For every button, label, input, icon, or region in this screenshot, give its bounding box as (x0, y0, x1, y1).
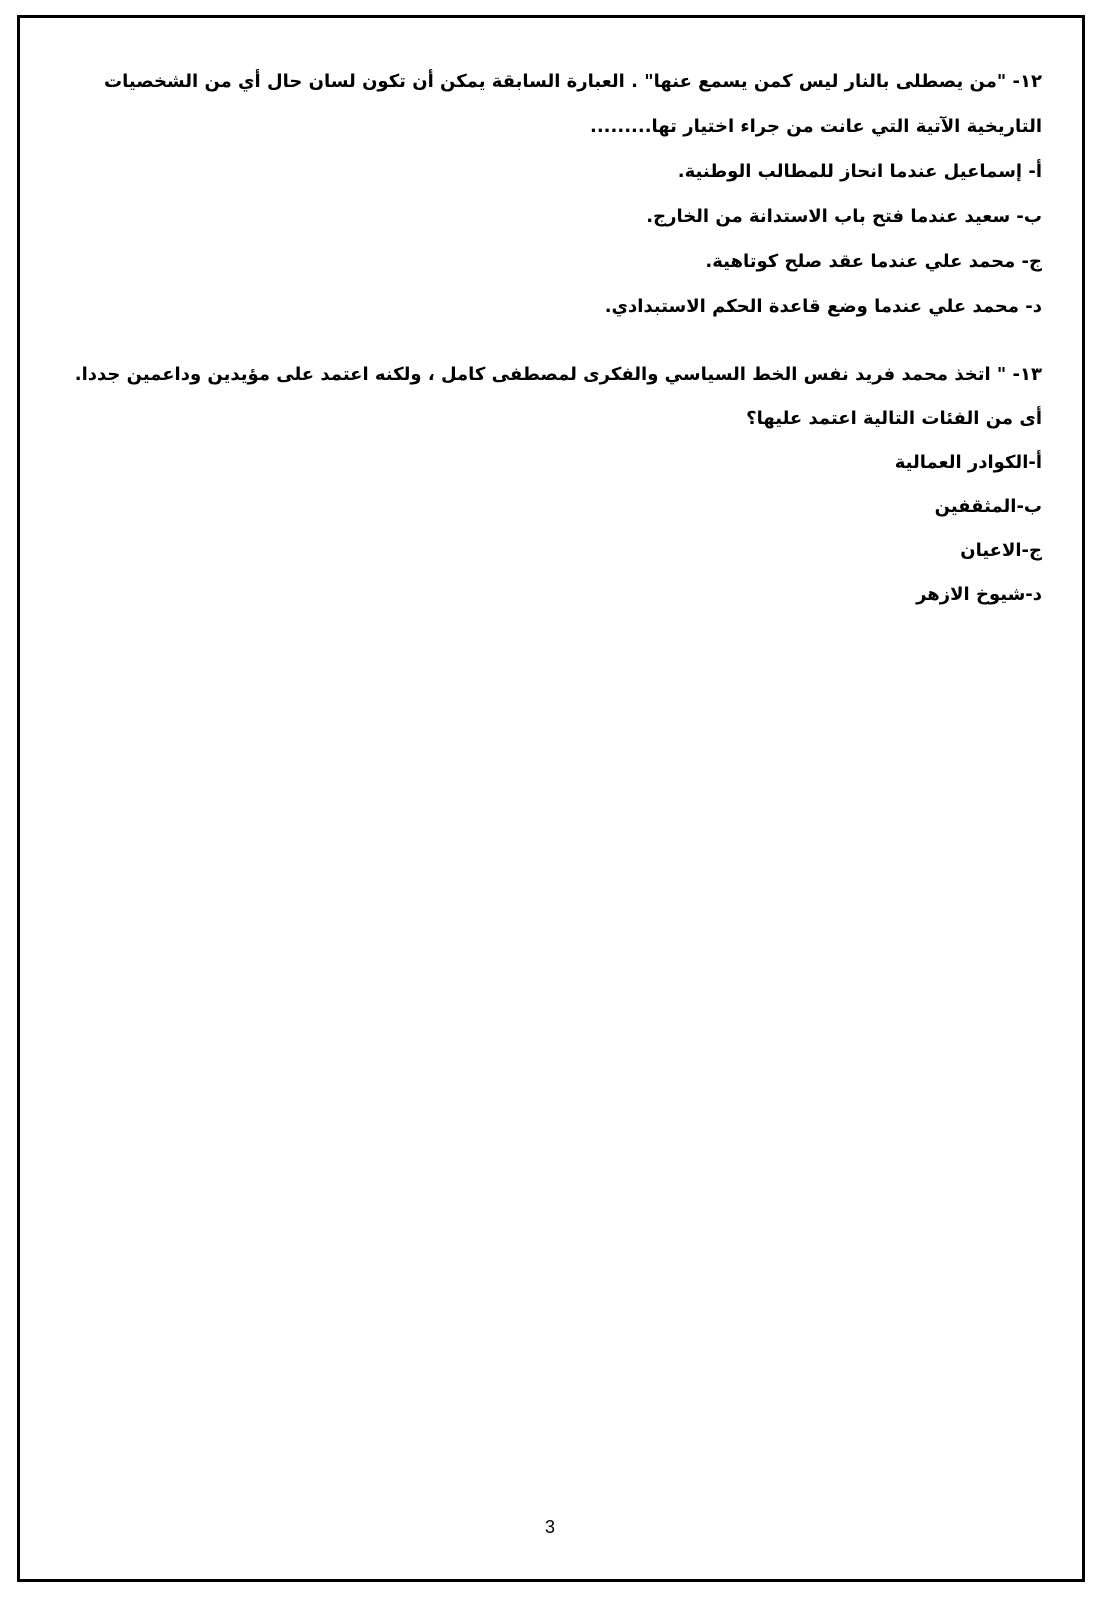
question-12-line-1: ١٢- "من يصطلى بالنار ليس كمن يسمع عنها" . العبارة السابقة يمكن أن تكون لسان حال أي من الشخصيات (104, 71, 1042, 92)
question-12-option-d: د- محمد علي عندما وضع قاعدة الحكم الاستبدادي. (604, 296, 1042, 317)
question-13-line-1: ١٣- " اتخذ محمد فريد نفس الخط السياسي والفكرى لمصطفى كامل ، ولكنه اعتمد على مؤيدين وداعمين جددا. (74, 364, 1042, 385)
question-13 (72, 363, 1042, 607)
question-13-option-c: ج-الاعيان (960, 540, 1042, 561)
question-12-line-2: التاريخية الآتية التي عانت من جراء اختيار تها......... (590, 116, 1042, 137)
question-12 (72, 70, 1042, 319)
question-13-line-2: أى من الفئات التالية اعتمد عليها؟ (746, 408, 1042, 429)
document-content (72, 70, 1042, 627)
question-13-option-d: د-شيوخ الازهر (916, 584, 1042, 605)
question-13-option-b: ب-المثقفين (934, 496, 1042, 517)
question-12-option-c: ج- محمد علي عندما عقد صلح كوتاهية. (705, 251, 1042, 272)
question-12-option-b: ب- سعيد عندما فتح باب الاستدانة من الخارج. (646, 206, 1042, 227)
question-separator (72, 340, 1042, 363)
question-12-option-a: أ- إسماعيل عندما انحاز للمطالب الوطنية. (677, 161, 1042, 182)
question-13-option-a: أ-الكوادر العمالية (894, 452, 1042, 473)
page-number: 3 (544, 1517, 555, 1537)
